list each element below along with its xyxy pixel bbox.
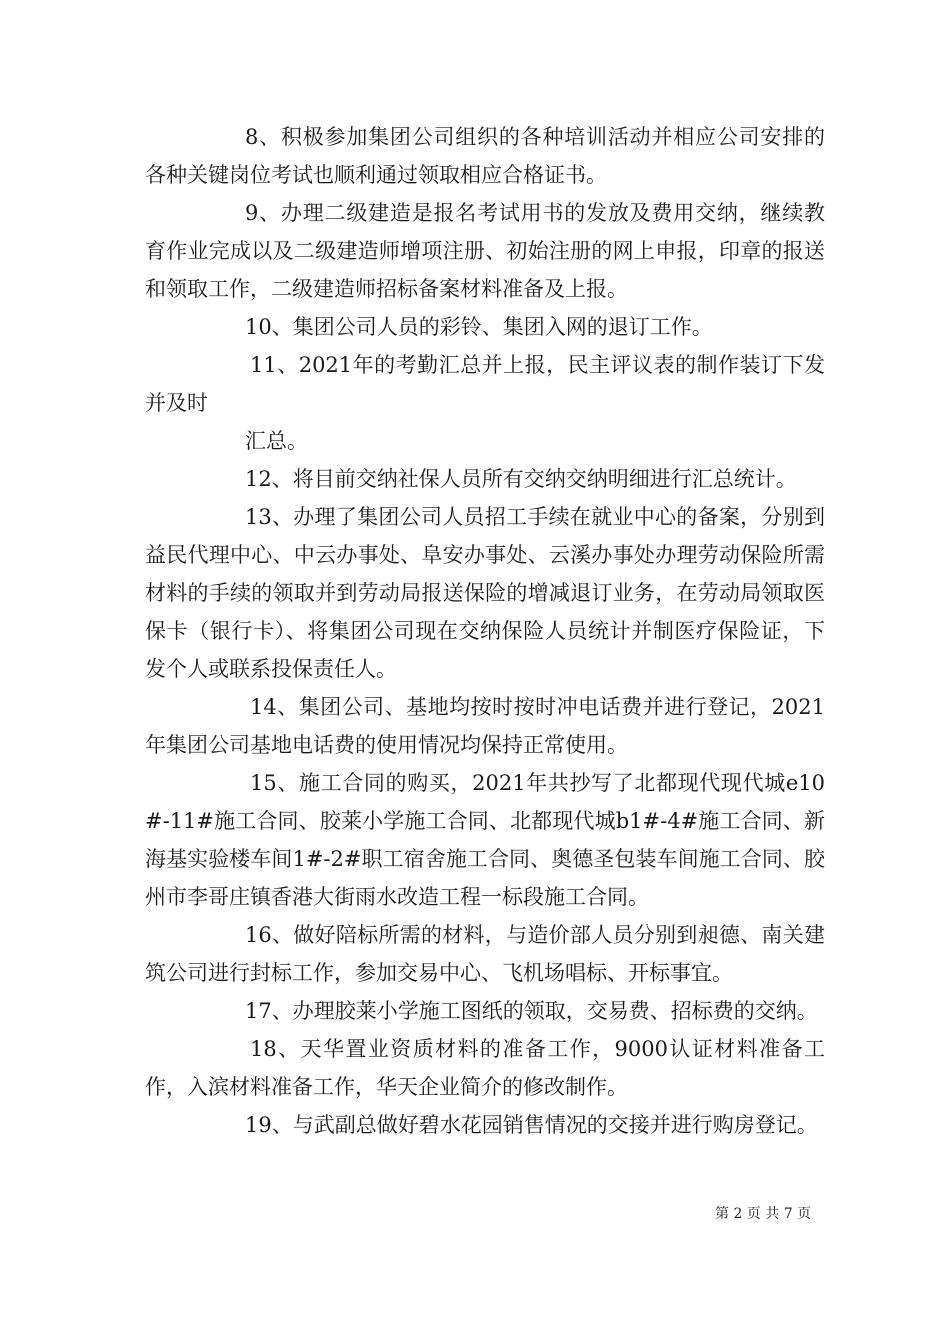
paragraph-11-continuation: 汇总。 [245, 429, 308, 453]
paragraph-13: 13、办理了集团公司人员招工手续在就业中心的备案，分别到益民代理中心、中云办事处、阜安办事处、云溪办事处办理劳动保险所需材料的手续的领取并到劳动局报送保险的增减退订业务，在劳动局领取医保卡（银行卡）、将集团公司现在交纳保险人员统计并制医疗保险证，下发个人或联系投保责任人。 [145, 505, 825, 681]
page-number-footer: 第 2 页 共 7 页 [715, 1206, 812, 1222]
paragraph-11: 11、2021年的考勤汇总并上报，民主评议表的制作装订下发并及时 [145, 353, 825, 415]
paragraph-8: 8、积极参加集团公司组织的各种培训活动并相应公司安排的各种关键岗位考试也顺利通过领取相应合格证书。 [145, 125, 825, 187]
paragraph-12: 12、将目前交纳社保人员所有交纳交纳明细进行汇总统计。 [245, 467, 797, 491]
document-body [145, 118, 825, 1144]
paragraph-17: 17、办理胶莱小学施工图纸的领取，交易费、招标费的交纳。 [245, 999, 818, 1023]
paragraph-15: 15、施工合同的购买，2021年共抄写了北都现代现代城e10#-11#施工合同、胶莱小学施工合同、北都现代城b1#-4#施工合同、新海基实验楼车间1#-2#职工宿舍施工合同、奥德圣包装车间施工合同、胶州市李哥庄镇香港大街雨水改造工程一标段施工合同。 [145, 771, 825, 909]
paragraph-9: 9、办理二级建造是报名考试用书的发放及费用交纳，继续教育作业完成以及二级建造师增项注册、初始注册的网上申报，印章的报送和领取工作，二级建造师招标备案材料准备及上报。 [145, 201, 825, 301]
paragraph-18: 18、天华置业资质材料的准备工作，9000认证材料准备工作，入滨材料准备工作，华天企业简介的修改制作。 [145, 1037, 825, 1099]
paragraph-10: 10、集团公司人员的彩铃、集团入网的退订工作。 [245, 315, 713, 339]
paragraph-16: 16、做好陪标所需的材料，与造价部人员分别到昶德、南关建筑公司进行封标工作，参加交易中心、飞机场唱标、开标事宜。 [145, 923, 825, 985]
paragraph-19: 19、与武副总做好碧水花园销售情况的交接并进行购房登记。 [245, 1113, 818, 1137]
paragraph-14: 14、集团公司、基地均按时按时冲电话费并进行登记，2021年集团公司基地电话费的使用情况均保持正常使用。 [145, 695, 825, 757]
